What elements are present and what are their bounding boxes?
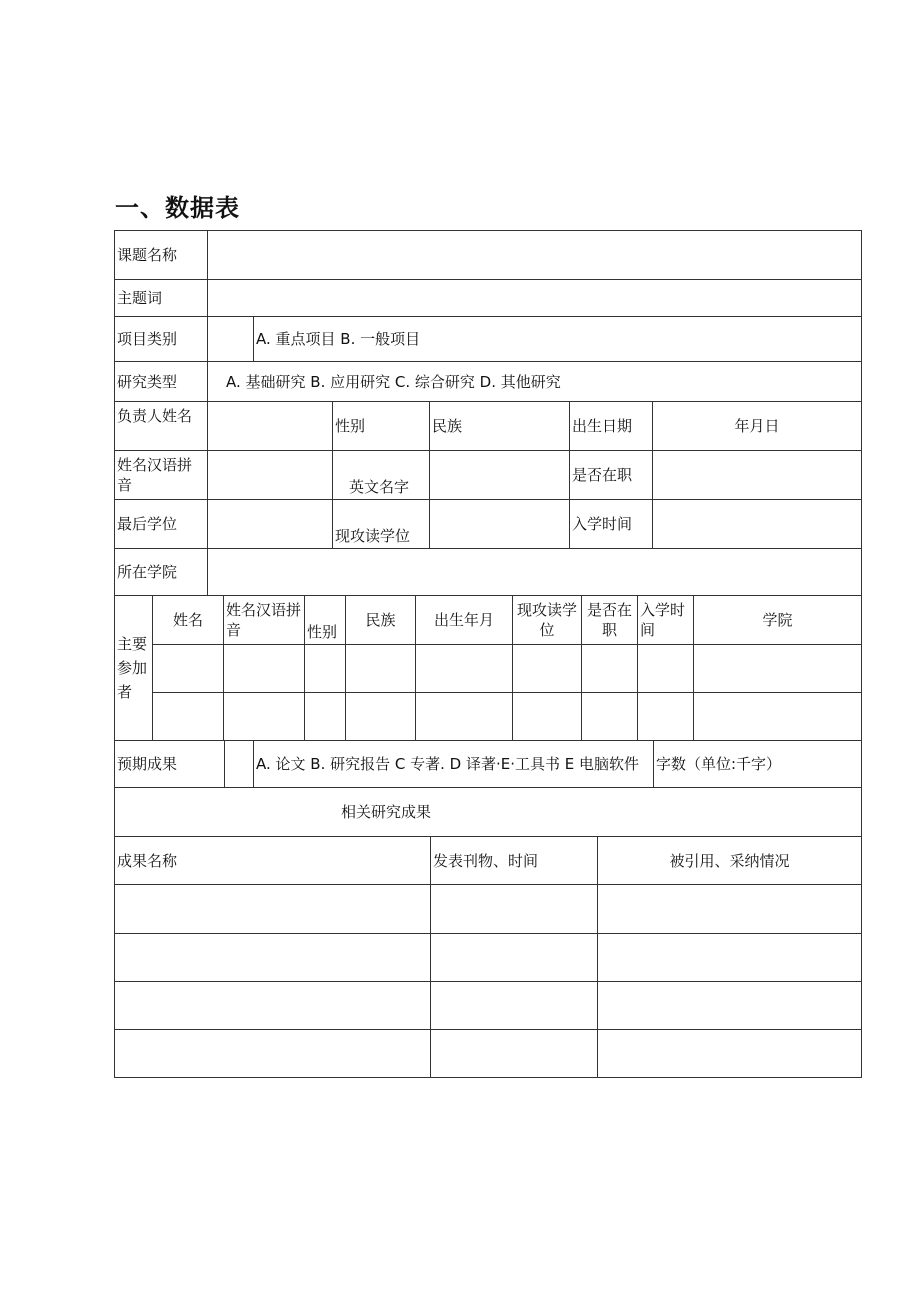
member-cell[interactable] [694, 645, 862, 693]
topic-name-label: 课题名称 [115, 231, 208, 280]
college-field[interactable] [208, 549, 862, 596]
result-cell[interactable] [431, 1030, 598, 1078]
related-results-table [114, 787, 862, 1078]
pinyin-field[interactable] [208, 451, 333, 500]
member-cell[interactable] [305, 645, 346, 693]
table-row [115, 885, 862, 934]
member-cell[interactable] [582, 693, 638, 741]
members-header-employed: 是否在职 [582, 596, 638, 645]
current-degree-label: 现攻读学位 [333, 500, 430, 549]
keywords-field[interactable] [208, 280, 862, 317]
expected-results-table [114, 740, 862, 788]
enrollment-field[interactable] [653, 500, 862, 549]
project-category-options: A. 重点项目 B. 一般项目 [254, 317, 862, 362]
topic-name-field[interactable] [208, 231, 862, 280]
results-header-name: 成果名称 [115, 837, 431, 885]
result-cell[interactable] [431, 982, 598, 1030]
result-cell[interactable] [598, 885, 862, 934]
english-name-field[interactable] [430, 451, 570, 500]
related-results-title: 相关研究成果 [115, 788, 862, 837]
member-cell[interactable] [513, 693, 582, 741]
gender-label: 性别 [333, 402, 430, 451]
main-info-table [114, 230, 862, 596]
keywords-label: 主题词 [115, 280, 208, 317]
table-row [115, 645, 862, 693]
ethnicity-label: 民族 [430, 402, 570, 451]
last-degree-field[interactable] [208, 500, 333, 549]
employed-label: 是否在职 [570, 451, 653, 500]
result-cell[interactable] [115, 885, 431, 934]
members-header-birth-month: 出生年月 [416, 596, 513, 645]
expected-results-options: A. 论文 B. 研究报告 C 专著. D 译著·E·工具书 E 电脑软件 [254, 741, 654, 788]
page-title: 一、数据表 [115, 194, 240, 222]
result-cell[interactable] [115, 982, 431, 1030]
members-header-pinyin: 姓名汉语拼音 [224, 596, 305, 645]
table-row [115, 693, 862, 741]
member-cell[interactable] [153, 645, 224, 693]
members-header-gender: 性别 [305, 596, 346, 645]
english-name-label: 英文名字 [333, 451, 430, 500]
expected-results-label: 预期成果 [115, 741, 225, 788]
result-cell[interactable] [431, 934, 598, 982]
project-category-field[interactable] [208, 317, 254, 362]
member-cell[interactable] [346, 693, 416, 741]
research-type-options: A. 基础研究 B. 应用研究 C. 综合研究 D. 其他研究 [208, 362, 862, 402]
birth-date-label: 出生日期 [570, 402, 653, 451]
expected-results-field[interactable] [225, 741, 254, 788]
table-row [115, 934, 862, 982]
members-header-ethnicity: 民族 [346, 596, 416, 645]
member-cell[interactable] [694, 693, 862, 741]
member-cell[interactable] [638, 693, 694, 741]
result-cell[interactable] [598, 1030, 862, 1078]
birth-date-field[interactable]: 年月日 [653, 402, 862, 451]
result-cell[interactable] [115, 934, 431, 982]
college-label: 所在学院 [115, 549, 208, 596]
member-cell[interactable] [224, 645, 305, 693]
members-header-name: 姓名 [153, 596, 224, 645]
result-cell[interactable] [115, 1030, 431, 1078]
member-cell[interactable] [153, 693, 224, 741]
last-degree-label: 最后学位 [115, 500, 208, 549]
employed-field[interactable] [653, 451, 862, 500]
member-cell[interactable] [638, 645, 694, 693]
result-cell[interactable] [598, 934, 862, 982]
member-cell[interactable] [305, 693, 346, 741]
leader-name-label: 负责人姓名 [115, 402, 208, 451]
members-table [114, 595, 862, 741]
member-cell[interactable] [224, 693, 305, 741]
enrollment-label: 入学时间 [570, 500, 653, 549]
leader-name-field[interactable] [208, 402, 333, 451]
table-row [115, 1030, 862, 1078]
table-row [115, 982, 862, 1030]
members-header-college: 学院 [694, 596, 862, 645]
results-header-citation: 被引用、采纳情况 [598, 837, 862, 885]
member-cell[interactable] [582, 645, 638, 693]
member-cell[interactable] [416, 693, 513, 741]
members-header-current-degree: 现攻读学位 [513, 596, 582, 645]
project-category-label: 项目类别 [115, 317, 208, 362]
pinyin-label: 姓名汉语拼音 [115, 451, 208, 500]
member-cell[interactable] [513, 645, 582, 693]
results-header-publication: 发表刊物、时间 [431, 837, 598, 885]
research-type-label: 研究类型 [115, 362, 208, 402]
result-cell[interactable] [431, 885, 598, 934]
member-cell[interactable] [346, 645, 416, 693]
word-count-label: 字数（单位:千字） [654, 741, 862, 788]
current-degree-field[interactable] [430, 500, 570, 549]
members-group-label: 主要参加者 [115, 596, 153, 741]
result-cell[interactable] [598, 982, 862, 1030]
members-header-enrollment: 入学时间 [638, 596, 694, 645]
member-cell[interactable] [416, 645, 513, 693]
